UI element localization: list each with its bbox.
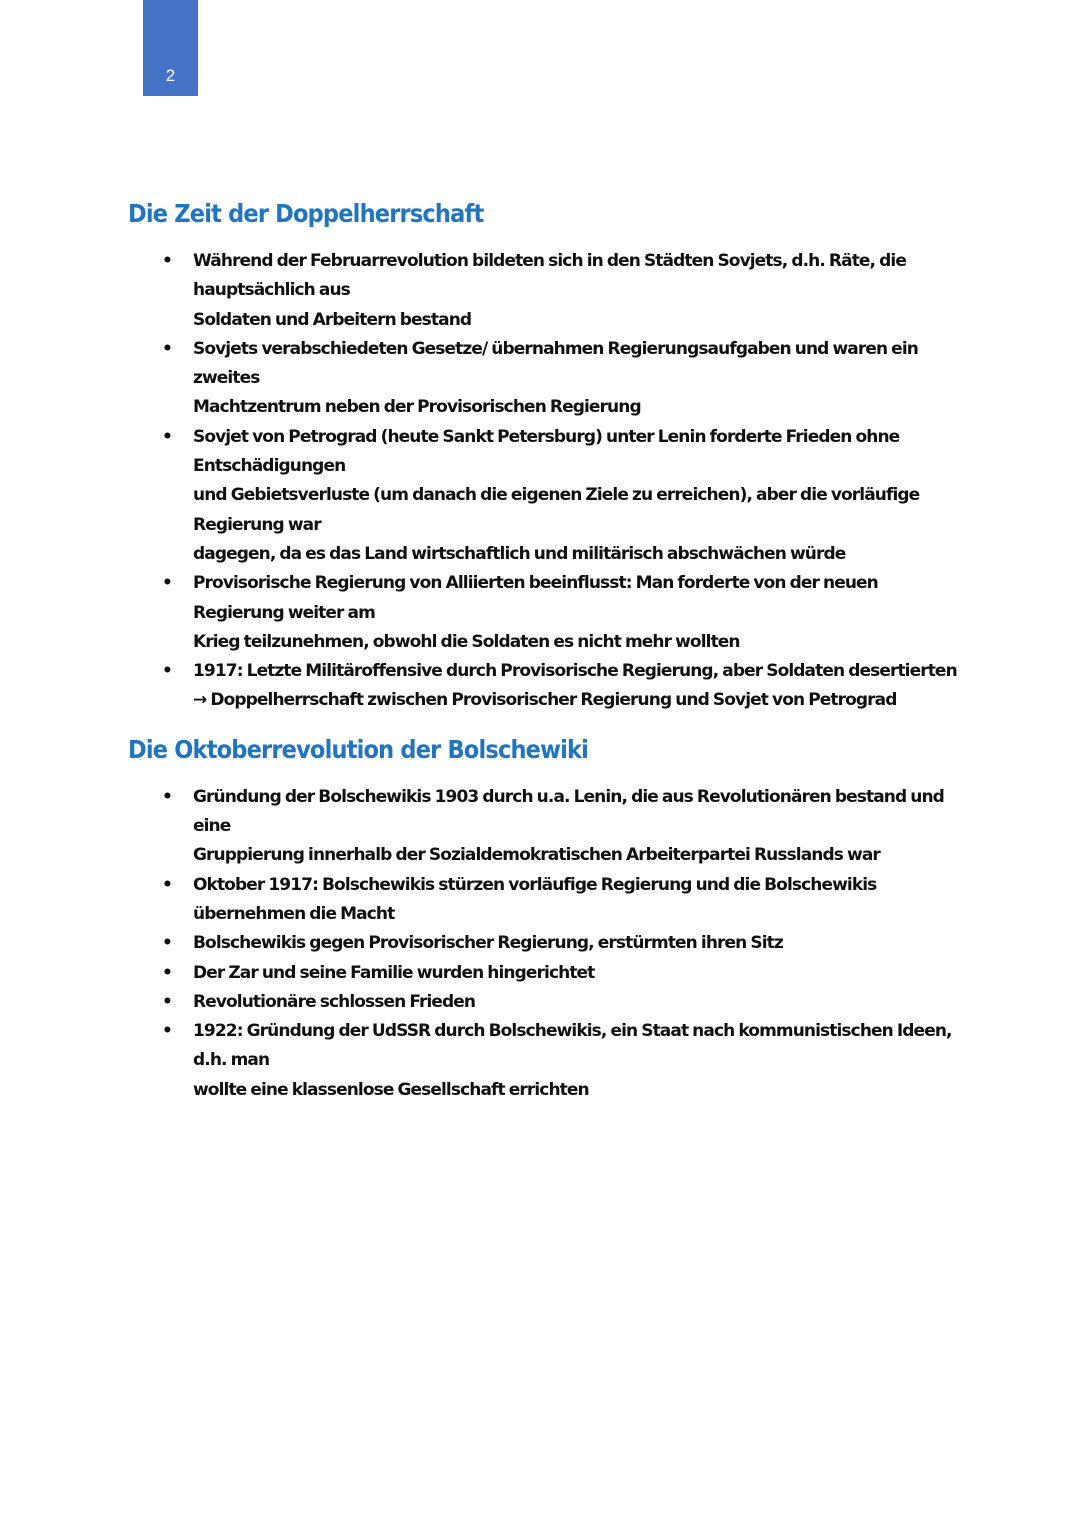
- list-item: [128, 1017, 968, 1105]
- list-item-line: Sovjets verabschiedeten Gesetze/ übernahmen Regierungsaufgaben und waren ein zweites: [193, 338, 918, 389]
- list-item-line: und Gebietsverluste (um danach die eigenen Ziele zu erreichen), aber die vorläufige Regierung war: [193, 485, 920, 535]
- document-body: [128, 196, 968, 1105]
- section-heading-oktoberrevolution: Die Oktoberrevolution der Bolschewiki: [128, 734, 589, 764]
- bullet-icon: •: [162, 933, 173, 954]
- section-heading-doppelherrschaft: Die Zeit der Doppelherrschaft: [128, 199, 484, 228]
- list-item: [128, 959, 968, 988]
- page-number-tab: [143, 0, 198, 96]
- list-item-line: dagegen, da es das Land wirtschaftlich und militärisch abschwächen würde: [193, 543, 846, 564]
- bullet-list-oktoberrevolution: [128, 783, 968, 1105]
- bullet-icon: •: [162, 251, 173, 271]
- bullet-icon: •: [162, 874, 173, 895]
- list-item-line: Provisorische Regierung von Alliierten beeinflusst: Man forderte von der neuen Regierung weiter am: [193, 573, 878, 623]
- list-item-line: Revolutionäre schlossen Frieden: [193, 991, 476, 1012]
- bullet-icon: •: [162, 786, 173, 807]
- list-item-line: Der Zar und seine Familie wurden hingerichtet: [193, 962, 595, 983]
- bullet-icon: •: [162, 338, 173, 359]
- list-item: [128, 423, 968, 569]
- list-item: [128, 871, 968, 930]
- list-item-line: Gruppierung innerhalb der Sozialdemokratischen Arbeiterpartei Russlands war: [193, 845, 880, 866]
- bullet-icon: •: [162, 991, 173, 1012]
- list-item-line: Gründung der Bolschewikis 1903 durch u.a. Lenin, die aus Revolutionären bestand und eine: [193, 786, 944, 837]
- list-item-line: Sovjet von Petrograd (heute Sankt Petersburg) unter Lenin forderte Frieden ohne Entschädigungen: [193, 426, 900, 477]
- list-item-line: Soldaten und Arbeitern bestand: [193, 309, 472, 330]
- list-item: [128, 335, 968, 423]
- bullet-icon: •: [162, 1021, 173, 1042]
- list-item-line-arrow: → Doppelherrschaft zwischen Provisorischer Regierung und Sovjet von Petrograd: [193, 690, 897, 711]
- list-item: [128, 783, 968, 871]
- list-item-line: Krieg teilzunehmen, obwohl die Soldaten es nicht mehr wollten: [193, 631, 740, 652]
- list-item: [128, 569, 968, 657]
- list-item-line: Oktober 1917: Bolschewikis stürzen vorläufige Regierung und die Bolschewikis übernehmen die Macht: [193, 874, 877, 924]
- list-item-line: 1922: Gründung der UdSSR durch Bolschewikis, ein Staat nach kommunistischen Ideen, d.h. man: [193, 1021, 952, 1071]
- list-item: [128, 929, 968, 958]
- list-item-line: wollte eine klassenlose Gesellschaft errichten: [193, 1079, 589, 1100]
- bullet-icon: •: [162, 573, 173, 594]
- list-item: [128, 988, 968, 1017]
- list-item: [128, 247, 968, 335]
- list-item-line: Machtzentrum neben der Provisorischen Regierung: [193, 397, 641, 418]
- bullet-icon: •: [162, 426, 173, 447]
- bullet-icon: •: [162, 661, 173, 682]
- list-item-line: 1917: Letzte Militäroffensive durch Provisorische Regierung, aber Soldaten desertierten: [193, 661, 957, 682]
- bullet-list-doppelherrschaft: [128, 247, 968, 716]
- list-item: [128, 657, 968, 716]
- bullet-icon: •: [162, 962, 173, 983]
- list-item-line: Bolschewikis gegen Provisorischer Regierung, erstürmten ihren Sitz: [193, 933, 783, 954]
- page-number: 2: [165, 66, 176, 85]
- list-item-line: Während der Februarrevolution bildeten sich in den Städten Sovjets, d.h. Räte, die hauptsächlich aus: [193, 251, 906, 301]
